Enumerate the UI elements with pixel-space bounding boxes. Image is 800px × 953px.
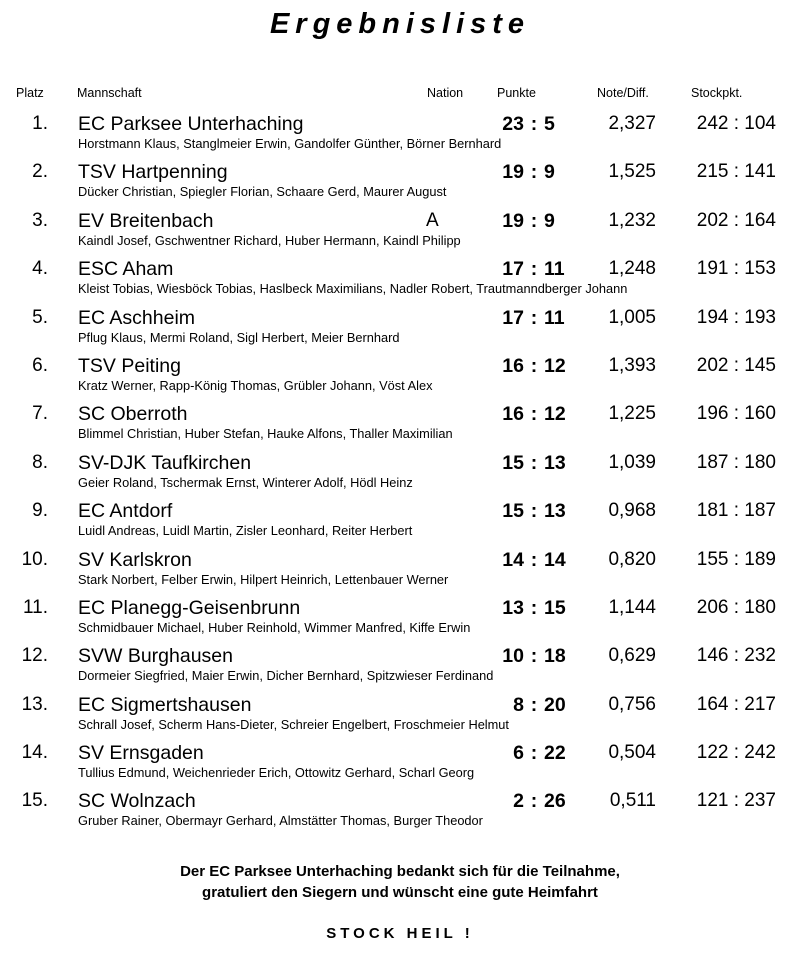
points-lost: 11 — [544, 258, 565, 281]
table-row — [0, 304, 800, 352]
player-list: Luidl Andreas, Luidl Martin, Zisler Leonhard, Reiter Herbert — [78, 523, 413, 539]
points-won: 16 — [502, 354, 524, 377]
note-diff-cell: 0,511 — [609, 790, 656, 812]
rank-cell: 5. — [32, 306, 48, 328]
note-diff-cell: 0,820 — [608, 548, 656, 570]
points-won: 6 — [513, 742, 524, 765]
team-name: ESC Aham — [78, 258, 174, 281]
points-separator: : — [530, 742, 538, 765]
player-list: Geier Roland, Tschermak Ernst, Winterer Adolf, Hödl Heinz — [78, 474, 413, 490]
points-cell — [494, 549, 574, 572]
points-cell — [494, 790, 574, 813]
note-diff-cell: 1,225 — [608, 403, 656, 425]
header-platz: Platz — [16, 86, 44, 100]
table-row — [0, 449, 800, 497]
stockpunkte-cell: 181 : 187 — [696, 500, 776, 522]
points-separator: : — [530, 548, 538, 571]
points-won: 23 — [502, 113, 524, 135]
document-title: Ergebnisliste — [269, 8, 531, 40]
note-diff-cell: 0,504 — [608, 742, 656, 764]
rank-cell: 3. — [32, 209, 48, 231]
points-separator: : — [530, 209, 538, 232]
points-lost: 9 — [544, 209, 555, 232]
table-row — [0, 158, 800, 206]
note-diff-cell: 1,039 — [608, 451, 656, 473]
note-diff-cell: 1,232 — [608, 209, 656, 231]
table-row — [0, 400, 800, 448]
stockpunkte-cell: 146 : 232 — [696, 645, 776, 667]
team-name: SV Ernsgaden — [78, 742, 204, 765]
header-punkte: Punkte — [497, 86, 536, 100]
points-lost: 13 — [544, 500, 566, 523]
points-cell — [494, 694, 574, 717]
note-diff-cell: 1,393 — [608, 354, 656, 376]
points-separator: : — [530, 113, 538, 135]
team-name: EC Antdorf — [78, 500, 173, 523]
team-name: SC Oberroth — [78, 403, 188, 426]
player-list: Dormeier Siegfried, Maier Erwin, Dicher Bernhard, Spitzwieser Ferdinand — [78, 668, 494, 684]
team-name: TSV Hartpenning — [78, 161, 228, 184]
points-separator: : — [530, 161, 538, 184]
stockpunkte-cell: 121 : 237 — [696, 790, 776, 812]
player-list: Blimmel Christian, Huber Stefan, Hauke Alfons, Thaller Maximilian — [78, 426, 453, 442]
team-name: EC Aschheim — [78, 306, 196, 329]
rank-cell: 4. — [32, 258, 48, 280]
team-name: TSV Peiting — [78, 354, 181, 377]
footer-wishes-line: gratuliert den Siegern und wünscht eine gute Heimfahrt — [202, 884, 598, 901]
points-cell — [494, 403, 574, 426]
stockpunkte-cell: 164 : 217 — [696, 693, 776, 715]
table-row — [0, 497, 800, 545]
team-name: EV Breitenbach — [78, 209, 214, 232]
points-separator: : — [530, 354, 538, 377]
points-lost: 13 — [544, 451, 566, 474]
rank-cell: 6. — [32, 354, 48, 376]
points-won: 2 — [513, 790, 524, 813]
points-separator: : — [530, 306, 538, 329]
points-won: 13 — [502, 596, 524, 619]
note-diff-cell: 1,144 — [608, 596, 656, 618]
points-lost: 12 — [544, 354, 566, 377]
stockpunkte-cell: 187 : 180 — [696, 451, 776, 473]
points-cell — [494, 355, 574, 378]
table-row — [0, 207, 800, 255]
table-row — [0, 352, 800, 400]
points-lost: 5 — [544, 113, 555, 135]
table-row — [0, 110, 800, 158]
stockpunkte-cell: 194 : 193 — [696, 306, 776, 328]
points-separator: : — [530, 645, 538, 668]
table-row — [0, 546, 800, 594]
points-won: 14 — [502, 548, 524, 571]
rank-cell: 2. — [32, 161, 48, 183]
points-cell — [494, 500, 574, 523]
points-cell — [494, 161, 574, 184]
table-row — [0, 691, 800, 739]
points-won: 16 — [502, 403, 524, 426]
player-list: Pflug Klaus, Mermi Roland, Sigl Herbert, Meier Bernhard — [78, 329, 400, 345]
rank-cell: 8. — [32, 451, 48, 473]
player-list: Kratz Werner, Rapp-König Thomas, Grübler Johann, Vöst Alex — [78, 377, 433, 393]
points-separator: : — [530, 790, 538, 813]
stockpunkte-cell: 206 : 180 — [696, 596, 776, 618]
team-name: EC Sigmertshausen — [78, 693, 252, 716]
stockpunkte-cell: 242 : 104 — [696, 113, 776, 134]
rank-cell: 15. — [21, 790, 48, 812]
note-diff-cell: 0,756 — [608, 693, 656, 715]
player-list: Kleist Tobias, Wiesböck Tobias, Haslbeck Maximilians, Nadler Robert, Trautmanndberger Johann — [78, 281, 628, 297]
stockpunkte-cell: 215 : 141 — [696, 161, 776, 183]
player-list: Gruber Rainer, Obermayr Gerhard, Almstätter Thomas, Burger Theodor — [78, 813, 483, 829]
team-name: EC Parksee Unterhaching — [78, 113, 304, 135]
points-separator: : — [530, 596, 538, 619]
rank-cell: 9. — [32, 500, 48, 522]
player-list: Dücker Christian, Spiegler Florian, Schaare Gerd, Maurer August — [78, 184, 447, 200]
table-row — [0, 739, 800, 787]
points-cell — [494, 452, 574, 475]
points-lost: 26 — [544, 790, 566, 813]
stockpunkte-cell: 191 : 153 — [696, 258, 776, 280]
team-name: EC Planegg-Geisenbrunn — [78, 596, 301, 619]
table-row — [0, 642, 800, 690]
team-name: SV Karlskron — [78, 548, 192, 571]
points-cell — [494, 210, 574, 233]
points-won: 15 — [502, 500, 524, 523]
header-note-diff: Note/Diff. — [597, 86, 649, 100]
points-won: 19 — [502, 161, 524, 184]
player-list: Schmidbauer Michael, Huber Reinhold, Wimmer Manfred, Kiffe Erwin — [78, 619, 471, 635]
header-mannschaft: Mannschaft — [77, 86, 142, 100]
stockpunkte-cell: 196 : 160 — [696, 403, 776, 425]
rank-cell: 12. — [21, 645, 48, 667]
points-won: 8 — [513, 693, 524, 716]
note-diff-cell: 1,005 — [608, 306, 656, 328]
note-diff-cell: 0,629 — [608, 645, 656, 667]
rank-cell: 10. — [21, 548, 48, 570]
points-cell — [494, 597, 574, 620]
stockpunkte-cell: 202 : 164 — [696, 209, 776, 231]
rank-cell: 13. — [21, 693, 48, 715]
stockpunkte-cell: 202 : 145 — [696, 354, 776, 376]
player-list: Tullius Edmund, Weichenrieder Erich, Ottowitz Gerhard, Scharl Georg — [78, 765, 475, 781]
results-table — [0, 110, 800, 836]
note-diff-cell: 1,248 — [608, 258, 656, 280]
stockpunkte-cell: 155 : 189 — [696, 548, 776, 570]
points-lost: 9 — [544, 161, 555, 184]
note-diff-cell: 2,327 — [608, 113, 656, 134]
points-lost: 18 — [544, 645, 566, 668]
points-lost: 11 — [544, 306, 565, 329]
note-diff-cell: 0,968 — [608, 500, 656, 522]
points-won: 17 — [502, 258, 524, 281]
points-separator: : — [530, 451, 538, 474]
table-row — [0, 787, 800, 835]
points-separator: : — [530, 403, 538, 426]
team-name: SVW Burghausen — [78, 645, 234, 668]
points-cell — [494, 113, 574, 136]
table-row — [0, 255, 800, 303]
points-lost: 12 — [544, 403, 566, 426]
footer-stock-heil: STOCK HEIL ! — [326, 925, 474, 942]
points-separator: : — [530, 693, 538, 716]
header-stockpunkte: Stockpkt. — [691, 86, 743, 100]
rank-cell: 7. — [32, 403, 48, 425]
points-cell — [494, 307, 574, 330]
player-list: Stark Norbert, Felber Erwin, Hilpert Heinrich, Lettenbauer Werner — [78, 571, 449, 587]
player-list: Schrall Josef, Scherm Hans-Dieter, Schreier Engelbert, Froschmeier Helmut — [78, 716, 509, 732]
footer-thanks-line: Der EC Parksee Unterhaching bedankt sich für die Teilnahme, — [180, 863, 620, 880]
points-lost: 22 — [544, 742, 566, 765]
table-row — [0, 594, 800, 642]
nation-cell: A — [426, 209, 439, 231]
points-cell — [494, 742, 574, 765]
points-lost: 15 — [544, 596, 566, 619]
header-nation: Nation — [427, 86, 464, 100]
points-won: 17 — [502, 306, 524, 329]
player-list: Kaindl Josef, Gschwentner Richard, Huber Hermann, Kaindl Philipp — [78, 232, 461, 248]
points-won: 19 — [502, 209, 524, 232]
points-separator: : — [530, 258, 538, 281]
team-name: SV-DJK Taufkirchen — [78, 451, 252, 474]
points-won: 15 — [502, 451, 524, 474]
rank-cell: 14. — [21, 742, 48, 764]
rank-cell: 1. — [32, 113, 48, 134]
points-cell — [494, 645, 574, 668]
points-separator: : — [530, 500, 538, 523]
points-lost: 14 — [544, 548, 566, 571]
player-list: Horstmann Klaus, Stanglmeier Erwin, Gandolfer Günther, Börner Bernhard — [78, 136, 502, 151]
team-name: SC Wolnzach — [78, 790, 196, 813]
rank-cell: 11. — [22, 596, 48, 618]
points-won: 10 — [502, 645, 524, 668]
note-diff-cell: 1,525 — [608, 161, 656, 183]
stockpunkte-cell: 122 : 242 — [696, 742, 776, 764]
points-cell — [494, 258, 574, 281]
points-lost: 20 — [544, 693, 566, 716]
